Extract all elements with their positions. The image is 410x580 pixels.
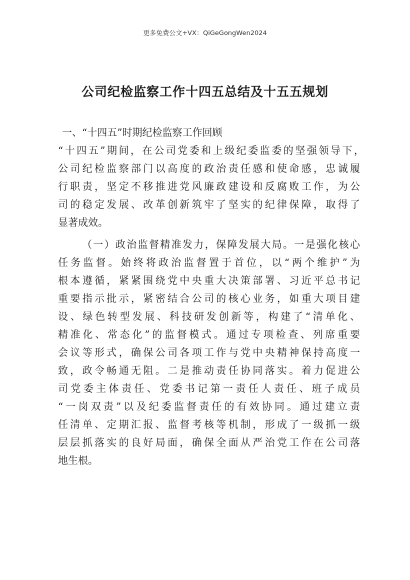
paragraph-line: 显著成效。	[58, 218, 108, 229]
paragraph-line: 司党委主体责任、党委书记第一责任人责任、班子成员	[58, 384, 360, 395]
paragraph-line: 精准化、常态化”的监督模式。通过专项检查、列席重要	[58, 330, 360, 341]
document-title: 公司纪检监察工作十四五总结及十五五规划	[81, 84, 329, 99]
paragraph-line: 层层抓落实的良好局面，确保全面从严治党工作在公司落	[58, 438, 360, 449]
paragraph-line: （一）政治监督精准发力，保障发展大局。一是强化核心	[82, 240, 360, 251]
paragraph-line: 司的稳定发展、改革创新筑牢了坚实的纪律保障，取得了	[58, 200, 360, 211]
section-heading: 一、“十四五”时期纪检监察工作回顾	[62, 128, 223, 139]
paragraph-line: 行职责，坚定不移推进党风廉政建设和反腐败工作，为公	[58, 182, 360, 193]
paragraph-line: 公司纪检监察部门以高度的政治责任感和使命感，忠诚履	[58, 164, 360, 175]
paragraph-line: “十四五”期间，在公司党委和上级纪委监委的坚强领导下，	[58, 146, 364, 157]
paragraph-line: 致，政令畅通无阻。二是推动责任协同落实。着力促进公	[58, 366, 360, 377]
paragraph-line: 任务监督。始终将政治监督置于首位，以“两个维护”为	[58, 258, 360, 269]
paragraph-line: 任清单、定期汇报、监督考核等机制，形成了一级抓一级	[58, 420, 360, 431]
paragraph-line: 会议等形式，确保公司各项工作与党中央精神保持高度一	[58, 348, 360, 359]
paragraph-line: 设、绿色转型发展、科技研发创新等，构建了“清单化、	[58, 312, 360, 323]
top-note: 更多免费公文+VX：QiGeGongWen2024	[143, 29, 267, 37]
paragraph-line: 地生根。	[58, 456, 98, 467]
paragraph-line: “一岗双责”以及纪委监督责任的有效协同。通过建立责	[58, 402, 360, 413]
paragraph-line: 根本遵循，紧紧围绕党中央重大决策部署、习近平总书记	[58, 276, 360, 287]
paragraph-line: 重要指示批示，紧密结合公司的核心业务，如重大项目建	[58, 294, 360, 305]
